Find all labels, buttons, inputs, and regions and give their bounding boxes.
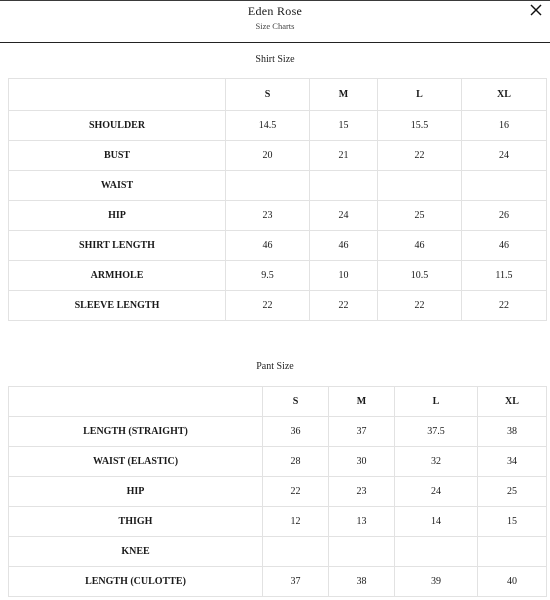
table-cell: 36: [263, 417, 329, 447]
column-header: L: [395, 387, 478, 417]
table-row: [9, 201, 547, 231]
table-cell: 38: [478, 417, 547, 447]
table-cell: [395, 537, 478, 567]
table-cell: 22: [378, 141, 462, 171]
table-cell: [462, 171, 547, 201]
table-cell: 16: [462, 111, 547, 141]
table-cell: 22: [226, 291, 310, 321]
table-cell: 37.5: [395, 417, 478, 447]
table-cell: [378, 171, 462, 201]
table-cell: 24: [462, 141, 547, 171]
row-label: THIGH: [9, 507, 263, 537]
column-header: S: [226, 79, 310, 111]
table-row: [9, 291, 547, 321]
table-cell: 22: [462, 291, 547, 321]
table-cell: 40: [478, 567, 547, 597]
table-row: [9, 141, 547, 171]
shirt-size-table: [8, 78, 547, 321]
table-row: [9, 417, 547, 447]
table-cell: 23: [226, 201, 310, 231]
table-cell: 22: [263, 477, 329, 507]
table-cell: 22: [310, 291, 378, 321]
table-cell: 24: [310, 201, 378, 231]
table-cell: 34: [478, 447, 547, 477]
table-cell: 32: [395, 447, 478, 477]
row-label: WAIST (ELASTIC): [9, 447, 263, 477]
table-cell: 9.5: [226, 261, 310, 291]
column-header: L: [378, 79, 462, 111]
table-row: [9, 447, 547, 477]
table-cell: [226, 171, 310, 201]
table-cell: [263, 537, 329, 567]
shirt-size-title: Shirt Size: [255, 54, 295, 65]
table-cell: 37: [263, 567, 329, 597]
table-cell: 22: [378, 291, 462, 321]
table-cell: [478, 537, 547, 567]
column-header: M: [329, 387, 395, 417]
table-cell: 21: [310, 141, 378, 171]
row-label: KNEE: [9, 537, 263, 567]
table-cell: 37: [329, 417, 395, 447]
row-label: HIP: [9, 201, 226, 231]
close-icon[interactable]: [527, 1, 545, 19]
row-label: LENGTH (STRAIGHT): [9, 417, 263, 447]
table-row: [9, 231, 547, 261]
column-header: S: [263, 387, 329, 417]
table-cell: 46: [310, 231, 378, 261]
table-cell: 25: [378, 201, 462, 231]
table-cell: 15.5: [378, 111, 462, 141]
table-cell: 11.5: [462, 261, 547, 291]
table-row: [9, 477, 547, 507]
table-row: [9, 171, 547, 201]
row-label: SLEEVE LENGTH: [9, 291, 226, 321]
row-label: HIP: [9, 477, 263, 507]
table-cell: [329, 537, 395, 567]
table-cell: 38: [329, 567, 395, 597]
modal-header: [0, 0, 550, 43]
table-cell: 10.5: [378, 261, 462, 291]
table-cell: 13: [329, 507, 395, 537]
table-cell: 30: [329, 447, 395, 477]
modal-subtitle: Size Charts: [255, 21, 295, 31]
corner-cell: [9, 387, 263, 417]
table-cell: 15: [478, 507, 547, 537]
table-cell: 14: [395, 507, 478, 537]
pant-size-title: Pant Size: [256, 361, 294, 372]
table-cell: 20: [226, 141, 310, 171]
pant-size-table: [8, 386, 547, 597]
table-cell: 10: [310, 261, 378, 291]
row-label: SHIRT LENGTH: [9, 231, 226, 261]
table-cell: 39: [395, 567, 478, 597]
table-row: [9, 567, 547, 597]
table-cell: 46: [226, 231, 310, 261]
brand-title: Eden Rose: [247, 4, 303, 18]
table-cell: 23: [329, 477, 395, 507]
table-cell: 46: [378, 231, 462, 261]
corner-cell: [9, 79, 226, 111]
table-cell: [310, 171, 378, 201]
column-header: M: [310, 79, 378, 111]
table-row: [9, 111, 547, 141]
table-row: [9, 261, 547, 291]
table-row: [9, 507, 547, 537]
column-header: XL: [462, 79, 547, 111]
row-label: SHOULDER: [9, 111, 226, 141]
table-cell: 12: [263, 507, 329, 537]
table-cell: 14.5: [226, 111, 310, 141]
table-header-row: [9, 79, 547, 111]
row-label: LENGTH (CULOTTE): [9, 567, 263, 597]
table-cell: 25: [478, 477, 547, 507]
row-label: BUST: [9, 141, 226, 171]
table-cell: 26: [462, 201, 547, 231]
table-cell: 46: [462, 231, 547, 261]
row-label: WAIST: [9, 171, 226, 201]
row-label: ARMHOLE: [9, 261, 226, 291]
table-cell: 28: [263, 447, 329, 477]
table-cell: 15: [310, 111, 378, 141]
table-row: [9, 537, 547, 567]
table-header-row: [9, 387, 547, 417]
table-cell: 24: [395, 477, 478, 507]
column-header: XL: [478, 387, 547, 417]
